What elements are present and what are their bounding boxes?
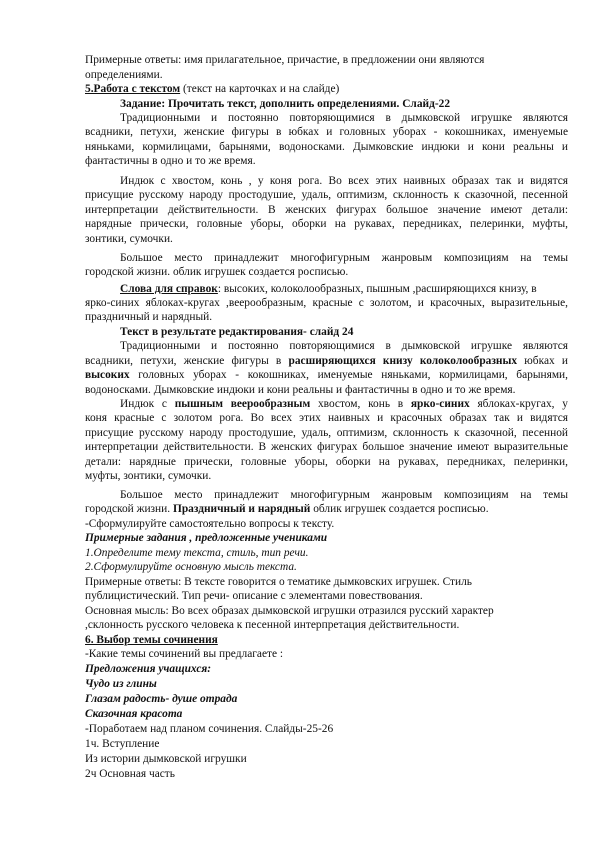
text-line [85, 354, 568, 368]
text-line: -Поработаем над планом сочинения. Слайды-25-26 [85, 723, 334, 735]
essay-topic: Сказочная красота [85, 708, 183, 720]
reference-label: Слова для справок [120, 283, 218, 295]
text-line: водоносками. Дымковские индюки и кони реальны и фантастичны в одно и то же время. [85, 384, 516, 396]
text-line: Примерные ответы: имя прилагательное, причастие, в предложении они являются [85, 54, 485, 66]
text-line: фантастичны в одно и то же время. [85, 155, 256, 167]
inserted-word: пышным веерообразным [174, 398, 311, 410]
text-line: ,склонность русского человека к песенной интерпретация действительности. [85, 619, 460, 631]
text-line: всадники, петухи, женские фигуры в юбках и головных уборах - кокошниках, именуемые [85, 126, 568, 138]
text-line: Традиционными и постоянно повторяющимися в дымковской игрушке являются [120, 112, 568, 124]
text-line: интерпретации действительности. В женских фигурах большое значение имеют выразительные [85, 441, 568, 453]
inserted-word: высоких [85, 369, 130, 381]
text-run: головных уборах - кокошниках, именуемые няньками, кормилицами, барынями, [138, 369, 568, 381]
text-line: публицистический. Тип речи- описание с элементами повествования. [85, 590, 423, 602]
text-line: Большое место принадлежит многофигурным жанровым композициям на темы [120, 489, 568, 501]
text-line: Из истории дымковской игрушки [85, 753, 247, 765]
text-run: хвостом, конь в [317, 398, 404, 410]
text-line: праздничный и нарядный. [85, 311, 213, 323]
text-line: 1ч. Вступление [85, 738, 160, 750]
text-line: 1.Определите тему текста, стиль, тип речи. [85, 547, 309, 559]
inserted-word: Праздничный и нарядный [172, 503, 311, 515]
reference-words [120, 282, 537, 296]
reference-text: : высоких, колоколообразных, пышным ,расширяющихся книзу, в [217, 283, 537, 295]
text-line: интерпретации действительности. В женских фигурах большое значение имеют детали: [85, 204, 568, 216]
task-heading: Задание: Прочитать текст, дополнить определениями. Слайд-22 [120, 98, 451, 110]
edited-text-heading: Текст в результате редактирования- слайд 24 [120, 326, 354, 338]
text-line: присущие русскому народу простодушие, удаль, оптимизм, склонность к сказочной, песенной [85, 427, 568, 439]
text-line: няньками, кормилицами, барынями, водоносками. Дымковские индюки и кони реальны и [85, 141, 568, 153]
text-line: детали: нарядные прически, головные уборы, оборки на рукавах, передниках, пелеринки, [85, 456, 568, 468]
text-line: нарядные прически, головные уборы, оборки на рукавах, передниках, пелеринки, муфты, [85, 218, 568, 230]
section-title: 5.Работа с текстом [85, 83, 181, 95]
text-run: Индюк с [120, 398, 167, 410]
text-line: -Какие темы сочинений вы предлагаете : [85, 648, 284, 660]
text-line: городской жизни. облик игрушек создается росписью. [85, 266, 349, 278]
section-heading [85, 82, 339, 96]
text-line [120, 397, 568, 411]
text-line: зонтики, сумочки. [85, 233, 173, 245]
text-run: городской жизни. [85, 503, 171, 515]
text-line: Традиционными и постоянно повторяющимися в дымковской игрушке являются [120, 340, 568, 352]
text-line [85, 368, 568, 382]
text-line: -Сформулируйте самостоятельно вопросы к тексту. [85, 518, 335, 530]
text-line: 2ч Основная часть [85, 768, 175, 780]
essay-topic: Глазам радость- душе отрада [85, 693, 238, 705]
section-heading: 6. Выбор темы сочинения [85, 634, 218, 646]
text-line: муфты, зонтики, сумочки. [85, 470, 212, 482]
text-run: всадники, петухи, женские фигуры в [85, 355, 282, 367]
text-line: 2.Сформулируйте основную мысль текста. [85, 561, 297, 573]
text-run: юбках и [524, 355, 568, 367]
inserted-word: расширяющихся книзу колоколообразных [288, 355, 518, 367]
section-note: (текст на карточках и на слайде) [180, 83, 340, 95]
text-line: Основная мысль: Во всех образах дымковской игрушки отразился русский характер [85, 605, 494, 617]
text-run: яблоках-кругах, у [477, 398, 568, 410]
text-line: Примерные ответы: В тексте говорится о тематике дымковских игрушек. Стиль [85, 576, 472, 588]
text-line: Большое место принадлежит многофигурным жанровым композициям на темы [120, 252, 568, 264]
subheading: Примерные задания , предложенные учениками [85, 532, 328, 544]
text-line: ярко-синих яблоках-кругах ,веерообразным, красные с золотом, и красочных, выразительные, [85, 297, 568, 309]
inserted-word: ярко-синих [410, 398, 470, 410]
text-line [85, 502, 489, 516]
text-line: коня красные с золотом рога. Во всех этих наивных и красочных образах так и видятся [85, 412, 568, 424]
subheading: Предложения учащихся: [85, 663, 212, 675]
essay-topic: Чудо из глины [85, 678, 157, 690]
text-line: присущие русскому народу простодушие, удаль, оптимизм, склонность к сказочной, песенной [85, 189, 568, 201]
text-line: определениями. [85, 69, 163, 81]
text-run: облик игрушек создается росписью. [313, 503, 489, 515]
text-line: Индюк с хвостом, конь , у коня рога. Во всех этих наивных образах так и видятся [120, 175, 568, 187]
